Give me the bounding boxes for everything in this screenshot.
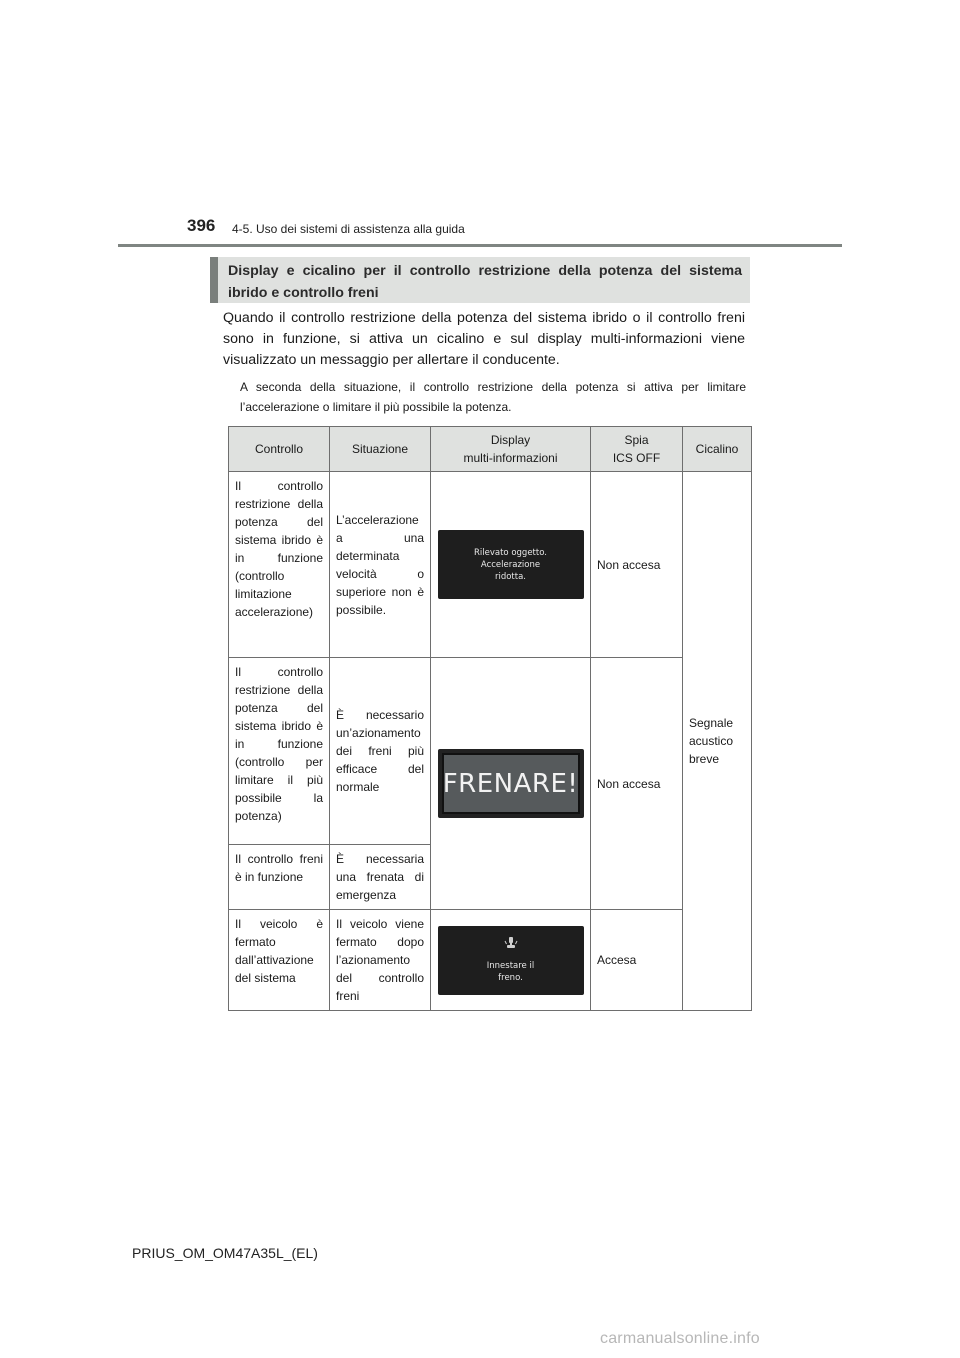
cell-spia: Non accesa (591, 472, 683, 658)
control-table (228, 426, 752, 1011)
page-number: 396 (187, 216, 216, 235)
header-spia (591, 427, 683, 472)
footer-code: PRIUS_OM_OM47A35L_(EL) (132, 1245, 318, 1261)
cell-display (431, 472, 591, 658)
table-header-row (229, 427, 752, 472)
table-row (229, 910, 752, 1011)
header-divider (118, 244, 842, 247)
cell-display (431, 658, 591, 910)
cell-situazione: È necessario un’azionamento dei freni più efficace del normale (330, 658, 431, 845)
display-screen-frenare (438, 749, 584, 818)
brake-pedal-icon (504, 936, 518, 956)
cell-spia: Accesa (591, 910, 683, 1011)
cell-controllo: Il controllo restrizione della potenza del sistema ibrido è in funzione (controllo limitazione accelerazione) (229, 472, 330, 658)
cell-controllo: Il veicolo è fermato dall’attivazione del sistema (229, 910, 330, 1011)
cell-situazione: Il veicolo viene fermato dopo l’azionamento del controllo freni (330, 910, 431, 1011)
cell-display (431, 910, 591, 1011)
cell-controllo: Il controllo freni è in funzione (229, 845, 330, 910)
running-header: 4-5. Uso dei sistemi di assistenza alla guida (232, 222, 465, 236)
display-text-frenare: FRENARE! (442, 753, 580, 814)
cell-spia: Non accesa (591, 658, 683, 910)
cell-controllo: Il controllo restrizione della potenza del sistema ibrido è in funzione (controllo per limitare il più possibile la potenza) (229, 658, 330, 845)
header-controllo: Controllo (229, 427, 330, 472)
display-text-line3: ridotta. (494, 571, 527, 582)
cell-situazione: È necessaria una frenata di emergenza (330, 845, 431, 910)
display-screen-acceleration (438, 530, 584, 599)
display-text-line1: Innestare il (486, 961, 535, 971)
note-paragraph: A seconda della situazione, il controllo restrizione della potenza si attiva per limitare l’accelerazione o limitare il più possibile la potenza. (240, 380, 746, 414)
table-row (229, 472, 752, 658)
display-screen-brake (438, 926, 584, 995)
header-display (431, 427, 591, 472)
header-cicalino: Cicalino (683, 427, 752, 472)
body-paragraph: Quando il controllo restrizione della potenza del sistema ibrido o il controllo freni sono in funzione, si attiva un cicalino e sul display multi-informazioni viene visualizzato un messaggio per allertare il conducente. (223, 310, 745, 368)
header-display-line2: multi-informazioni (463, 451, 558, 465)
section-heading: Display e cicalino per il controllo restrizione della potenza del sistema ibrido e controllo freni (210, 257, 750, 303)
display-text-line1: Rilevato oggetto. (474, 547, 547, 558)
header-display-line1: Display (490, 433, 531, 447)
table-row (229, 658, 752, 845)
header-spia-line1: Spia (624, 433, 649, 447)
cell-cicalino: Segnale acustico breve (683, 472, 752, 1011)
cell-situazione: L’accelerazione a una determinata velocità o superiore non è possibile. (330, 472, 431, 658)
display-text-line2: freno. (498, 973, 523, 983)
display-text-line2: Accelerazione (480, 559, 541, 570)
header-situazione: Situazione (330, 427, 431, 472)
header-spia-line2: ICS OFF (612, 451, 661, 465)
watermark: carmanualsonline.info (600, 1330, 760, 1347)
